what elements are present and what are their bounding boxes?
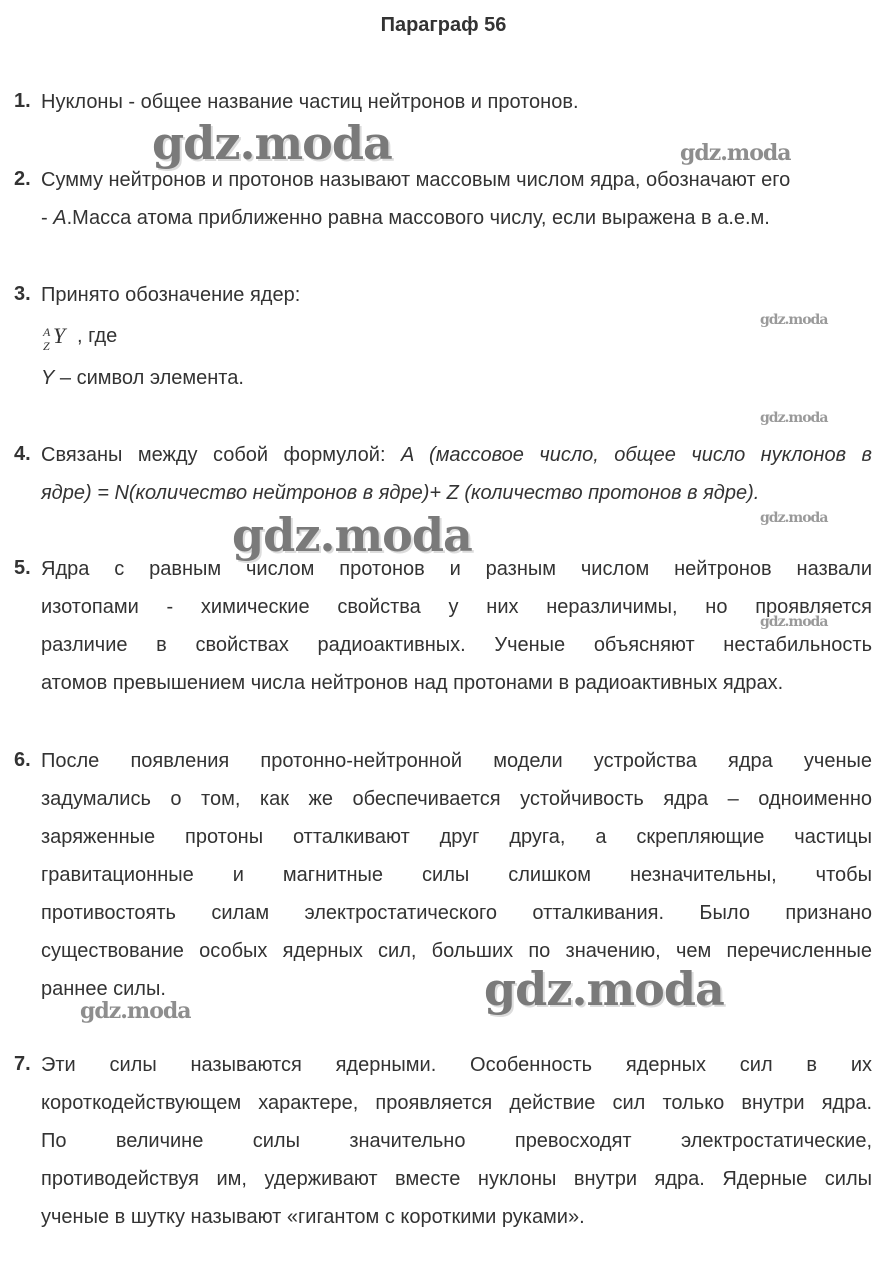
item-2-line-2: - A.Масса атома приближенно равна массового числу, если выражена в а.е.м. <box>41 207 770 229</box>
item-5-line-2: изотопами - химические свойства у них неразличимы, но проявляется <box>41 596 872 618</box>
item-6-line-4: гравитационные и магнитные силы слишком незначительны, чтобы <box>41 864 872 886</box>
item-6-number: 6. <box>14 749 31 771</box>
item-7-line-4: противодействуя им, удерживают вместе нуклоны внутри ядра. Ядерные силы <box>41 1168 872 1190</box>
item-5-line-3: различие в свойствах радиоактивных. Ученые объясняют нестабильность <box>41 634 872 656</box>
watermark-large: gdz.moda <box>232 508 472 562</box>
item-6-line-1: После появления протонно-нейтронной модели устройства ядра ученые <box>41 750 872 772</box>
item-7-line-2: короткодействующем характере, проявляется действие сил только внутри ядра. <box>41 1092 872 1114</box>
watermark-small: gdz.moda <box>760 312 828 328</box>
item-7-line-3: По величине силы значительно превосходят электростатические, <box>41 1130 872 1152</box>
item-5-number: 5. <box>14 557 31 579</box>
item-6-line-7: раннее силы. <box>41 978 166 1000</box>
watermark-large: gdz.moda <box>152 116 392 170</box>
item-3-line-2: A Z Y , где <box>43 323 118 353</box>
item-6-line-2: задумались о том, как же обеспечивается устойчивость ядра – одноименно <box>41 788 872 810</box>
item-4-line-2: ядре) = N(количество нейтронов в ядре)+ Z (количество протонов в ядре). <box>41 482 760 504</box>
item-2-line-1: Сумму нейтронов и протонов называют массовым числом ядра, обозначают его <box>41 169 791 191</box>
item-7-line-5: ученые в шутку называют «гигантом с короткими руками». <box>41 1206 585 1228</box>
watermark-large: gdz.moda <box>484 962 724 1016</box>
watermark-medium: gdz.moda <box>80 998 191 1024</box>
item-3-line-3: Y – символ элемента. <box>41 367 244 389</box>
item-7-line-1: Эти силы называются ядерными. Особенность ядерных сил в их <box>41 1054 872 1076</box>
item-7-number: 7. <box>14 1053 31 1075</box>
item-5-line-4: атомов превышением числа нейтронов над протонами в радиоактивных ядрах. <box>41 672 784 694</box>
item-3-number: 3. <box>14 283 31 305</box>
item-6-line-6: существование особых ядерных сил, больших по значению, чем перечисленные <box>41 940 872 962</box>
item-6-line-5: противостоять силам электростатического отталкивания. Было признано <box>41 902 872 924</box>
page-title: Параграф 56 <box>380 14 507 36</box>
mass-number-symbol: A <box>53 207 67 229</box>
item-1-line-1: Нуклоны - общее название частиц нейтронов и протонов. <box>41 91 579 113</box>
watermark-small: gdz.moda <box>760 410 828 426</box>
item-3-line-1: Принято обозначение ядер: <box>41 284 301 306</box>
watermark-small: gdz.moda <box>760 510 828 526</box>
item-1-number: 1. <box>14 90 31 112</box>
item-4-number: 4. <box>14 443 31 465</box>
item-6-line-3: заряженные протоны отталкивают друг друга, а скрепляющие частицы <box>41 826 872 848</box>
watermark-medium: gdz.moda <box>680 140 791 166</box>
nucleus-notation: A Z Y <box>43 323 66 353</box>
item-5-line-1: Ядра с равным числом протонов и разным числом нейтронов назвали <box>41 558 872 580</box>
item-2-number: 2. <box>14 168 31 190</box>
watermark-small: gdz.moda <box>760 614 828 630</box>
item-4-line-1: Связаны между собой формулой: A (массовое число, общее число нуклонов в <box>41 444 872 466</box>
